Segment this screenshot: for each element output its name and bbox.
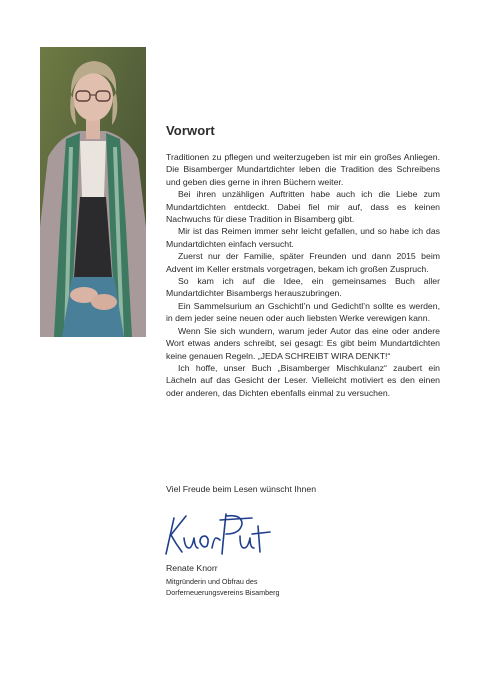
paragraph: Ich hoffe, unser Buch „Bisamberger Mischkulanz“ zaubert ein Lächeln auf das Gesicht der Leser. Vielleicht motiviert es den einen oder anderen, das Dichten ebenfalls einmal zu versuchen. <box>166 362 440 398</box>
paragraph: Wenn Sie sich wundern, warum jeder Autor das eine oder andere Wort etwas anders schreibt, sei gesagt: Es gibt beim Mundartdichten keine genauen Regeln. „JEDA SCHREIBT WIRA DENKT!“ <box>166 325 440 361</box>
paragraph: Mir ist das Reimen immer sehr leicht gefallen, und so habe ich das Mundartdichten einfach versucht. <box>166 226 440 249</box>
signatory-role <box>166 577 279 598</box>
handwritten-signature <box>160 508 290 560</box>
foreword-body <box>166 151 440 399</box>
paragraph: Ein Sammelsurium an Gschichtl’n und Gedichtl’n sollte es werden, in dem jeder seine neuen oder auch liebsten Werke verewigen kann. <box>166 300 440 324</box>
closing-line: Viel Freude beim Lesen wünscht Ihnen <box>166 484 317 494</box>
portrait-image <box>40 47 146 337</box>
author-portrait-photo <box>40 47 146 337</box>
paragraph: Zuerst nur der Familie, später Freunden und dann 2015 beim Advent im Keller erstmals vorgetragen, bekam ich großen Zuspruch. <box>166 251 440 274</box>
paragraph: Traditionen zu pflegen und weiterzugeben ist mir ein großes Anliegen. Die Bisamberger Mundartdichter leben die Tradition des Schreibens und geben dies gerne in ihren Büchern weiter. <box>166 152 440 187</box>
signatory-name: Renate Knorr <box>166 563 218 573</box>
signatory-role-line: Dorferneuerungsvereins Bisamberg <box>166 587 280 597</box>
paragraph: So kam ich auf die Idee, ein gemeinsames Buch aller Mundartdichter Bisambergs herauszubringen. <box>166 276 440 299</box>
signatory-role-line: Mitgründerin und Obfrau des <box>166 577 258 586</box>
page-title: Vorwort <box>166 123 215 138</box>
paragraph: Bei ihren unzähligen Auftritten habe auch ich die Liebe zum Mundartdichten entdeckt. Dabei fiel mir auf, dass es keinen Nachwuchs für diese Tradition in Bisamberg gibt. <box>166 189 440 225</box>
